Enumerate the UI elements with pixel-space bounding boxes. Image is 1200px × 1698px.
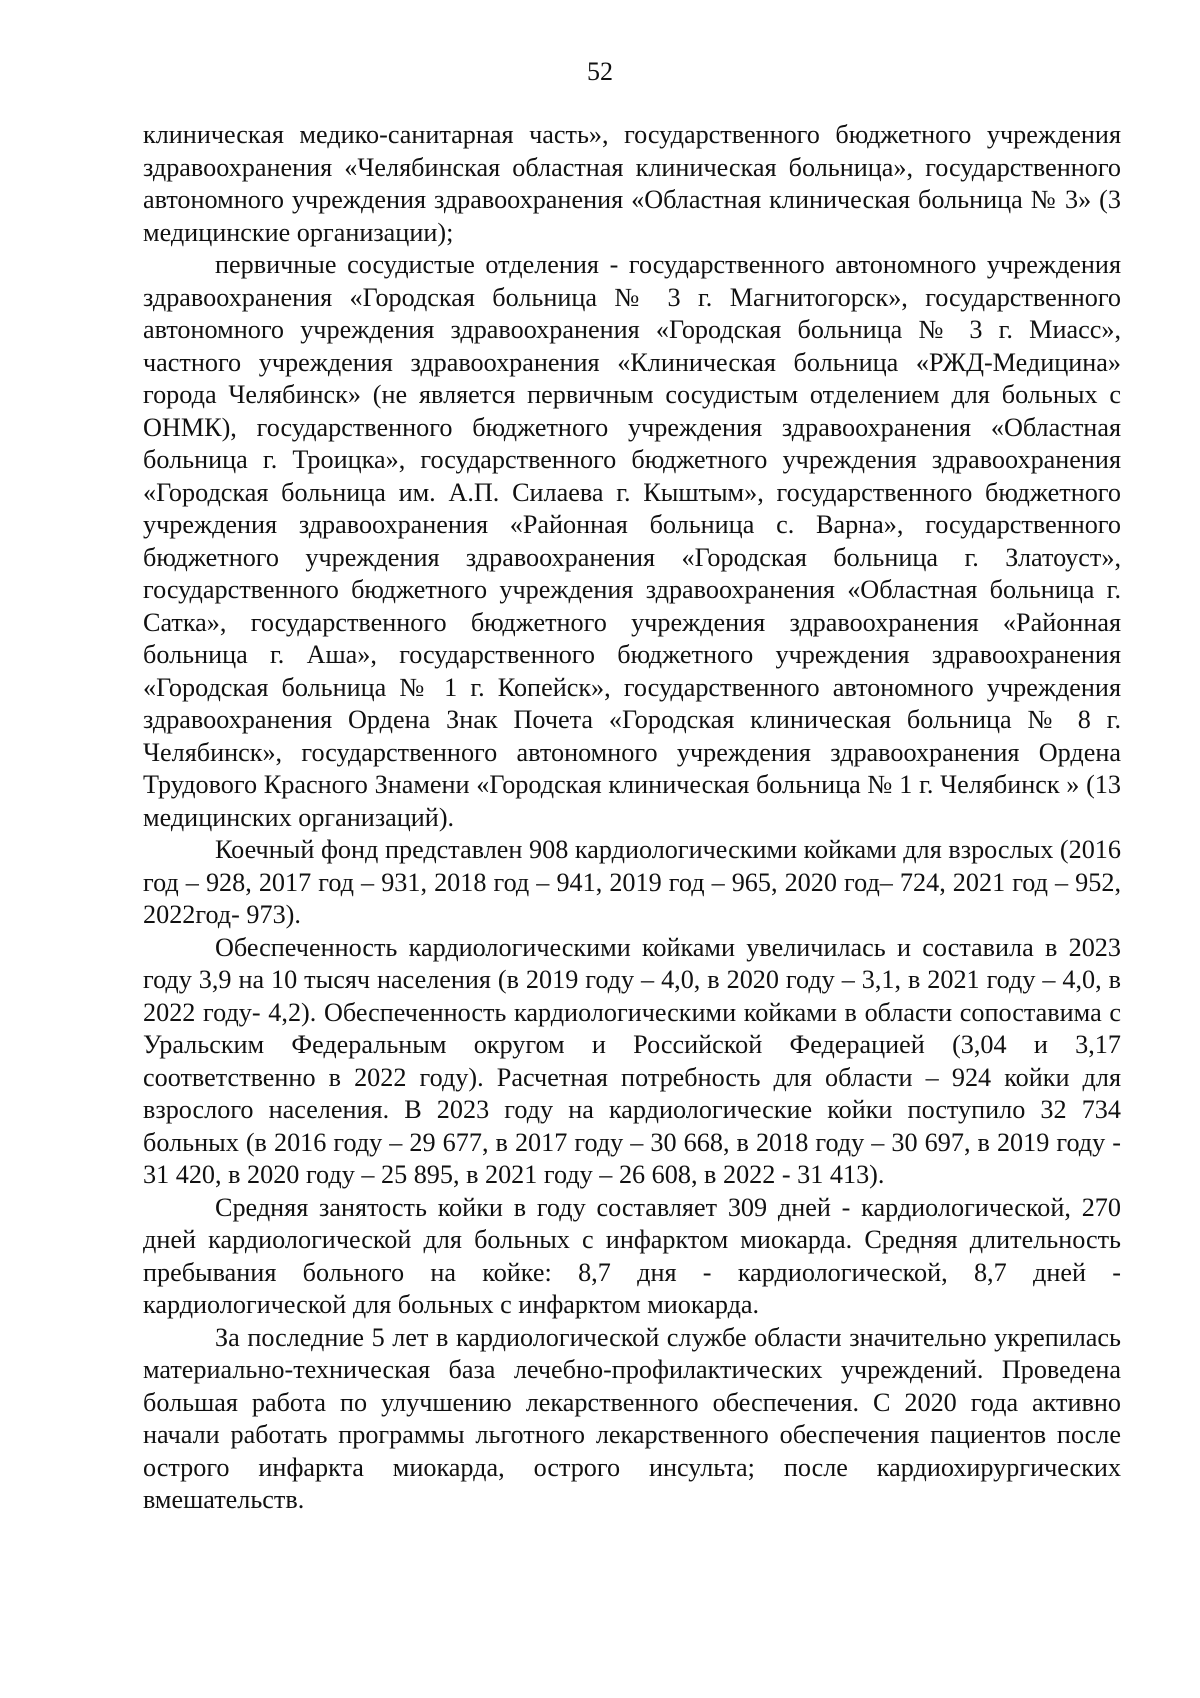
paragraph-continuation: клиническая медико-санитарная часть», государственного бюджетного учреждения здравоохранения «Челябинская областная клиническая больница», государственного автономного учреждения здравоохранения «Областная клиническая больница № 3» (3 медицинские организации); (143, 120, 1121, 247)
page-number: 52 (587, 57, 613, 86)
paragraph-primary-vascular-departments: первичные сосудистые отделения - государственного автономного учреждения здравоохранения «Городская больница № 3 г. Магнитогорск», государственного автономного учреждения здравоохранения «Городская больница № 3 г. Миасс», частного учреждения здравоохранения «Клиническая больница «РЖД-Медицина» города Челябинск» (не является первичным сосудистым отделением для больных с ОНМК), государственного бюджетного учреждения здравоохранения «Областная больница г. Троицка», государственного бюджетного учреждения здравоохранения «Городская больница им. А.П. Силаева г. Кыштым», государственного бюджетного учреждения здравоохранения «Районная больница с. Варна», государственного бюджетного учреждения здравоохранения «Городская больница г. Златоуст», государственного бюджетного учреждения здравоохранения «Областная больница г. Сатка», государственного бюджетного учреждения здравоохранения «Районная больница г. Аша», государственного бюджетного учреждения здравоохранения «Городская больница № 1 г. Копейск», государственного автономного учреждения здравоохранения Ордена Знак Почета «Городская клиническая больница № 8 г. Челябинск», государственного автономного учреждения здравоохранения Ордена Трудового Красного Знамени «Городская клиническая больница № 1 г. Челябинск » (13 медицинских организаций). (143, 250, 1121, 832)
document-body (143, 119, 1121, 1517)
paragraph-material-base: За последние 5 лет в кардиологической службе области значительно укрепилась материально-техническая база лечебно-профилактических учреждений. Проведена большая работа по улучшению лекарственного обеспечения. С 2020 года активно начали работать программы льготного лекарственного обеспечения пациентов после острого инфаркта миокарда, острого инсульта; после кардиохирургических вмешательств. (143, 1322, 1121, 1514)
paragraph-bed-occupancy: Средняя занятость койки в году составляет 309 дней - кардиологической, 270 дней кардиологической для больных с инфарктом миокарда. Средняя длительность пребывания больного на койке: 8,7 дня - кардиологической, 8,7 дней - кардиологической для больных с инфарктом миокарда. (143, 1192, 1121, 1319)
paragraph-bed-provision: Обеспеченность кардиологическими койками увеличилась и составила в 2023 году 3,9 на 10 тысяч населения (в 2019 году – 4,0, в 2020 году – 3,1, в 2021 году – 4,0, в 2022 году- 4,2). Обеспеченность кардиологическими койками в области сопоставима с Уральским Федеральным округом и Российской Федерацией (3,04 и 3,17 соответственно в 2022 году). Расчетная потребность для области – 924 койки для взрослого населения. В 2023 году на кардиологические койки поступило 32 734 больных (в 2016 году – 29 677, в 2017 году – 30 668, в 2018 году – 30 697, в 2019 году - 31 420, в 2020 году – 25 895, в 2021 году – 26 608, в 2022 - 31 413). (143, 932, 1121, 1189)
paragraph-bed-fund: Коечный фонд представлен 908 кардиологическими койками для взрослых (2016 год – 928, 2017 год – 931, 2018 год – 941, 2019 год – 965, 2020 год– 724, 2021 год – 952, 2022год- 973). (143, 835, 1121, 929)
